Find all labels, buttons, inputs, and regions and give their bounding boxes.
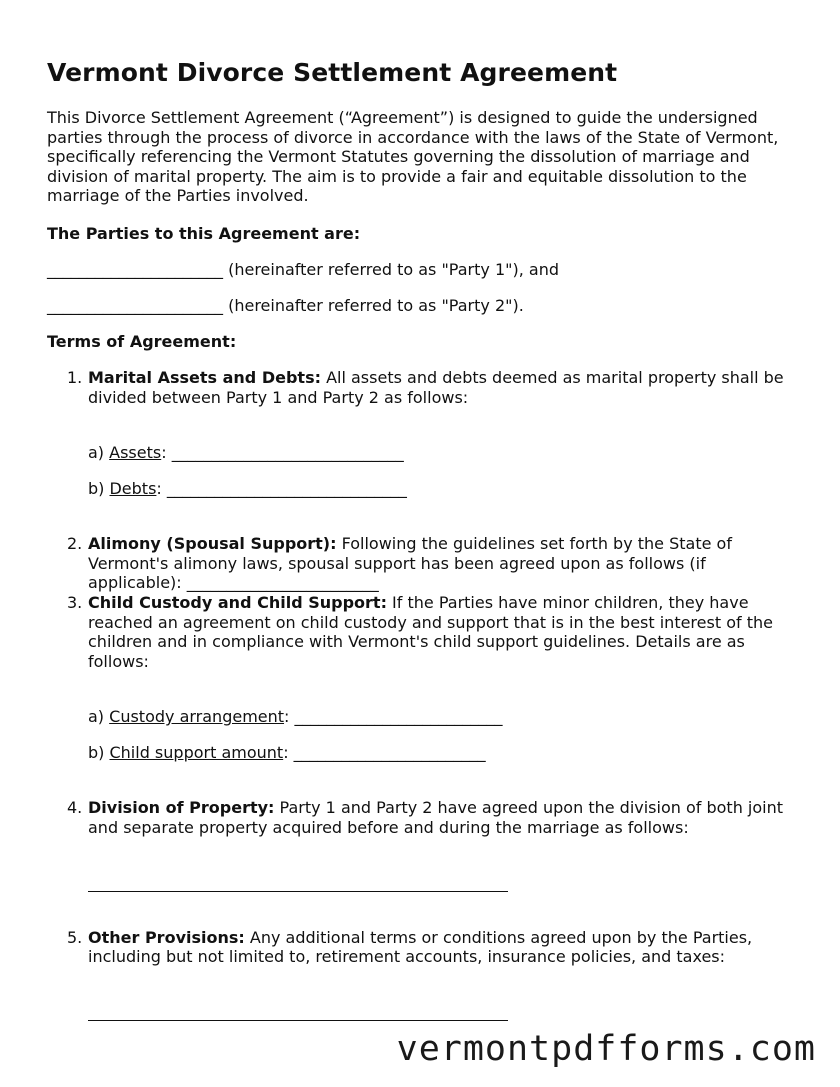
item-text: Any additional terms or conditions agreed upon by the Parties, including but not limited to, retirement accounts, insurance policies, and taxes: (88, 927, 753, 967)
intro-paragraph: This Divorce Settlement Agreement (“Agreement”) is designed to guide the undersigned parties through the process of divorce in accordance with the laws of the State of Vermont, specifically referencing the Vermont Statutes governing the dissolution of marriage and division of marital property. The aim is to provide a fair and equitable dissolution to the marriage of the Parties involved. (47, 108, 779, 206)
child-support-field[interactable] (47, 743, 797, 762)
assets-blank[interactable]: : _____________________________ (161, 443, 404, 463)
item-number: 5. (67, 927, 83, 947)
division-property-blank[interactable] (88, 891, 508, 892)
party1-line[interactable]: ______________________ (hereinafter referred to as "Party 1"), and (47, 259, 559, 279)
item-text: Following the guidelines set forth by the State of Vermont's alimony laws, spousal support has been agreed upon as follows (if applicable): ________________________ (88, 534, 732, 593)
child-support-label: Child support amount (109, 743, 284, 763)
term-item-division-property (47, 798, 797, 837)
item-label: Division of Property: (88, 798, 275, 818)
debts-field[interactable] (47, 479, 797, 498)
parties-heading: The Parties to this Agreement are: (47, 223, 361, 243)
custody-label: Custody arrangement (109, 707, 285, 727)
party2-line[interactable]: ______________________ (hereinafter referred to as "Party 2"). (47, 295, 524, 315)
sub-prefix: b) (88, 743, 110, 763)
item-number: 2. (67, 534, 83, 554)
debts-blank[interactable]: : ______________________________ (156, 479, 407, 499)
item-label: Other Provisions: (88, 927, 245, 947)
term-item-marital-assets (47, 368, 797, 407)
other-provisions-blank[interactable] (88, 1020, 508, 1021)
custody-field[interactable] (47, 707, 797, 726)
item-number: 4. (67, 798, 83, 818)
item-number: 1. (67, 367, 83, 387)
custody-blank[interactable]: : __________________________ (284, 707, 503, 727)
watermark: vermontpdfforms.com (396, 1029, 816, 1069)
terms-heading: Terms of Agreement: (47, 331, 237, 351)
item-text: Party 1 and Party 2 have agreed upon the division of both joint and separate property acquired before and during the marriage as follows: (88, 798, 784, 837)
child-support-blank[interactable]: : ________________________ (283, 743, 486, 763)
term-item-other-provisions (47, 928, 797, 967)
item-label: Marital Assets and Debts: (88, 367, 321, 387)
assets-field[interactable] (47, 443, 797, 462)
document-page (47, 58, 797, 1021)
sub-prefix: b) (88, 479, 110, 499)
sub-prefix: a) (88, 443, 110, 463)
item-number: 3. (67, 592, 83, 612)
item-text: If the Parties have minor children, they have reached an agreement on child custody and support that is in the best interest of the children and in compliance with Vermont's child support guidelines. Details are as follows: (88, 592, 773, 671)
debts-label: Debts (109, 479, 157, 499)
item-label: Alimony (Spousal Support): (88, 534, 337, 554)
item-text: All assets and debts deemed as marital property shall be divided between Party 1 and Party 2 as follows: (88, 367, 784, 407)
sub-prefix: a) (88, 707, 110, 727)
term-item-child-custody (47, 593, 797, 671)
assets-label: Assets (109, 443, 162, 463)
item-label: Child Custody and Child Support: (88, 592, 387, 612)
term-item-alimony (47, 534, 797, 593)
document-title: Vermont Divorce Settlement Agreement (47, 58, 618, 87)
